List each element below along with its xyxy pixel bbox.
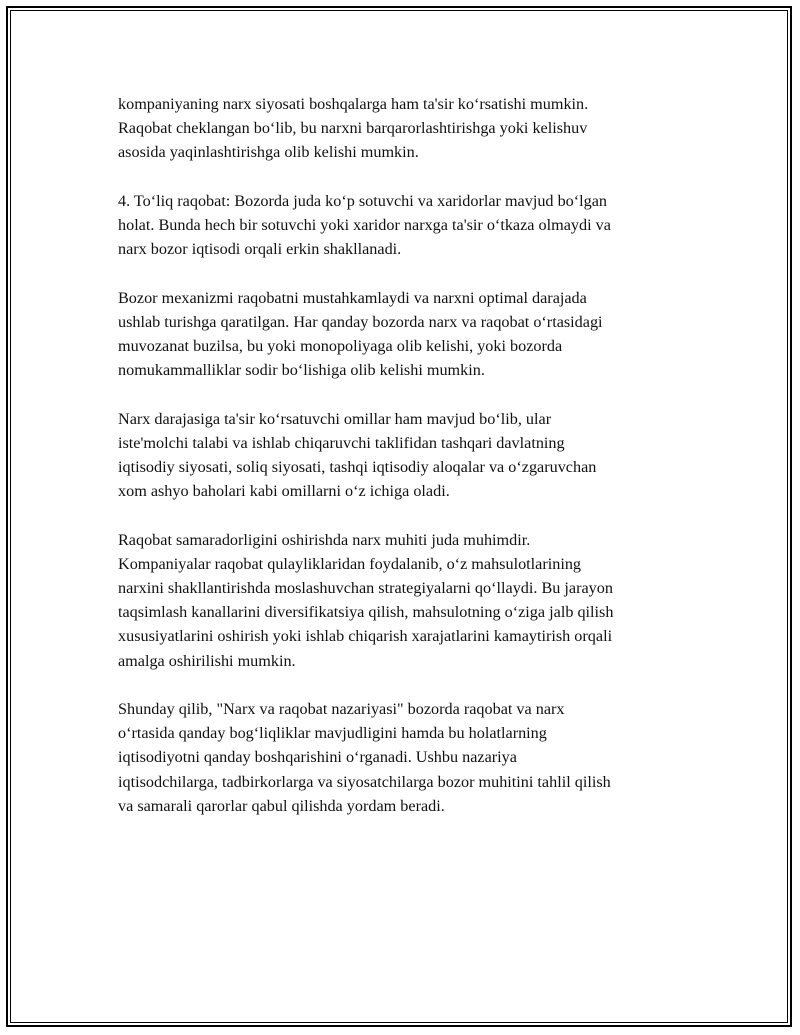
text-line: nomukammalliklar sodir bo‘lishiga olib kelishi mumkin. — [118, 361, 485, 380]
text-line: taqsimlash kanallarini diversifikatsiya qilish, mahsulotning o‘ziga jalb qilish — [118, 603, 614, 622]
text-line: iqtisodiy siyosati, soliq siyosati, tashqi iqtisodiy aloqalar va o‘zgaruvchan — [118, 458, 597, 476]
text-line: iqtisodchilarga, tadbirkorlarga va siyosatchilarga bozor muhitini tahlil qilish — [118, 772, 611, 791]
text-line: xususiyatlarini oshirish yoki ishlab chiqarish xarajatlarini kamaytirish orqali — [118, 627, 613, 646]
paragraph-3 — [118, 286, 690, 383]
text-line: xom ashyo baholari kabi omillarni o‘z ichiga oladi. — [118, 482, 450, 501]
text-line: Raqobat samaradorligini oshirishda narx muhiti juda muhimdir. — [118, 530, 531, 549]
paragraph-2 — [118, 189, 690, 262]
text-line: ushlab turishga qaratilgan. Har qanday bozorda narx va raqobat o‘rtasidagi — [118, 312, 603, 331]
text-line: muvozanat buzilsa, bu yoki monopoliyaga olib kelishi, yoki bozorda — [118, 337, 563, 355]
text-line: Raqobat cheklangan bo‘lib, bu narxni barqarorlashtirishga yoki kelishuv — [118, 119, 588, 138]
text-line: iste'molchi talabi va ishlab chiqaruvchi taklifidan tashqari davlatning — [118, 433, 565, 452]
text-line: 4. To‘liq raqobat: Bozorda juda ko‘p sotuvchi va xaridorlar mavjud bo‘lgan — [118, 191, 608, 210]
text-line: narx bozor iqtisodi orqali erkin shakllanadi. — [118, 240, 402, 259]
text-line: holat. Bunda hech bir sotuvchi yoki xaridor narxga ta'sir o‘tkaza olmaydi va — [118, 216, 611, 234]
text-line: iqtisodiyotni qanday boshqarishini o‘rganadi. Ushbu nazariya — [118, 748, 517, 767]
text-line: o‘rtasida qanday bog‘liqliklar mavjudligini hamda bu holatlarning — [118, 724, 547, 743]
text-line: amalga oshirilishi mumkin. — [118, 651, 296, 670]
paragraph-6 — [118, 697, 690, 818]
paragraph-5 — [118, 528, 690, 673]
text-line: Narx darajasiga ta'sir ko‘rsatuvchi omillar ham mavjud bo‘lib, ular — [118, 409, 552, 428]
text-line: Shunday qilib, "Narx va raqobat nazariyasi" bozorda raqobat va narx — [118, 700, 565, 718]
text-line: Kompaniyalar raqobat qulayliklaridan foydalanib, o‘z mahsulotlarining — [118, 554, 582, 573]
text-line: va samarali qarorlar qabul qilishda yordam beradi. — [118, 796, 445, 815]
text-line: Bozor mexanizmi raqobatni mustahkamlaydi va narxni optimal darajada — [118, 288, 587, 307]
text-line: kompaniyaning narx siyosati boshqalarga ham ta'sir ko‘rsatishi mumkin. — [118, 95, 589, 113]
paragraph-4 — [118, 407, 690, 504]
text-line: narxini shakllantirishda moslashuvchan strategiyalarni qo‘llaydi. Bu jarayon — [118, 579, 613, 597]
text-line: asosida yaqinlashtirishga olib kelishi mumkin. — [118, 143, 419, 162]
paragraph-1 — [118, 92, 690, 165]
document-body — [118, 92, 690, 842]
